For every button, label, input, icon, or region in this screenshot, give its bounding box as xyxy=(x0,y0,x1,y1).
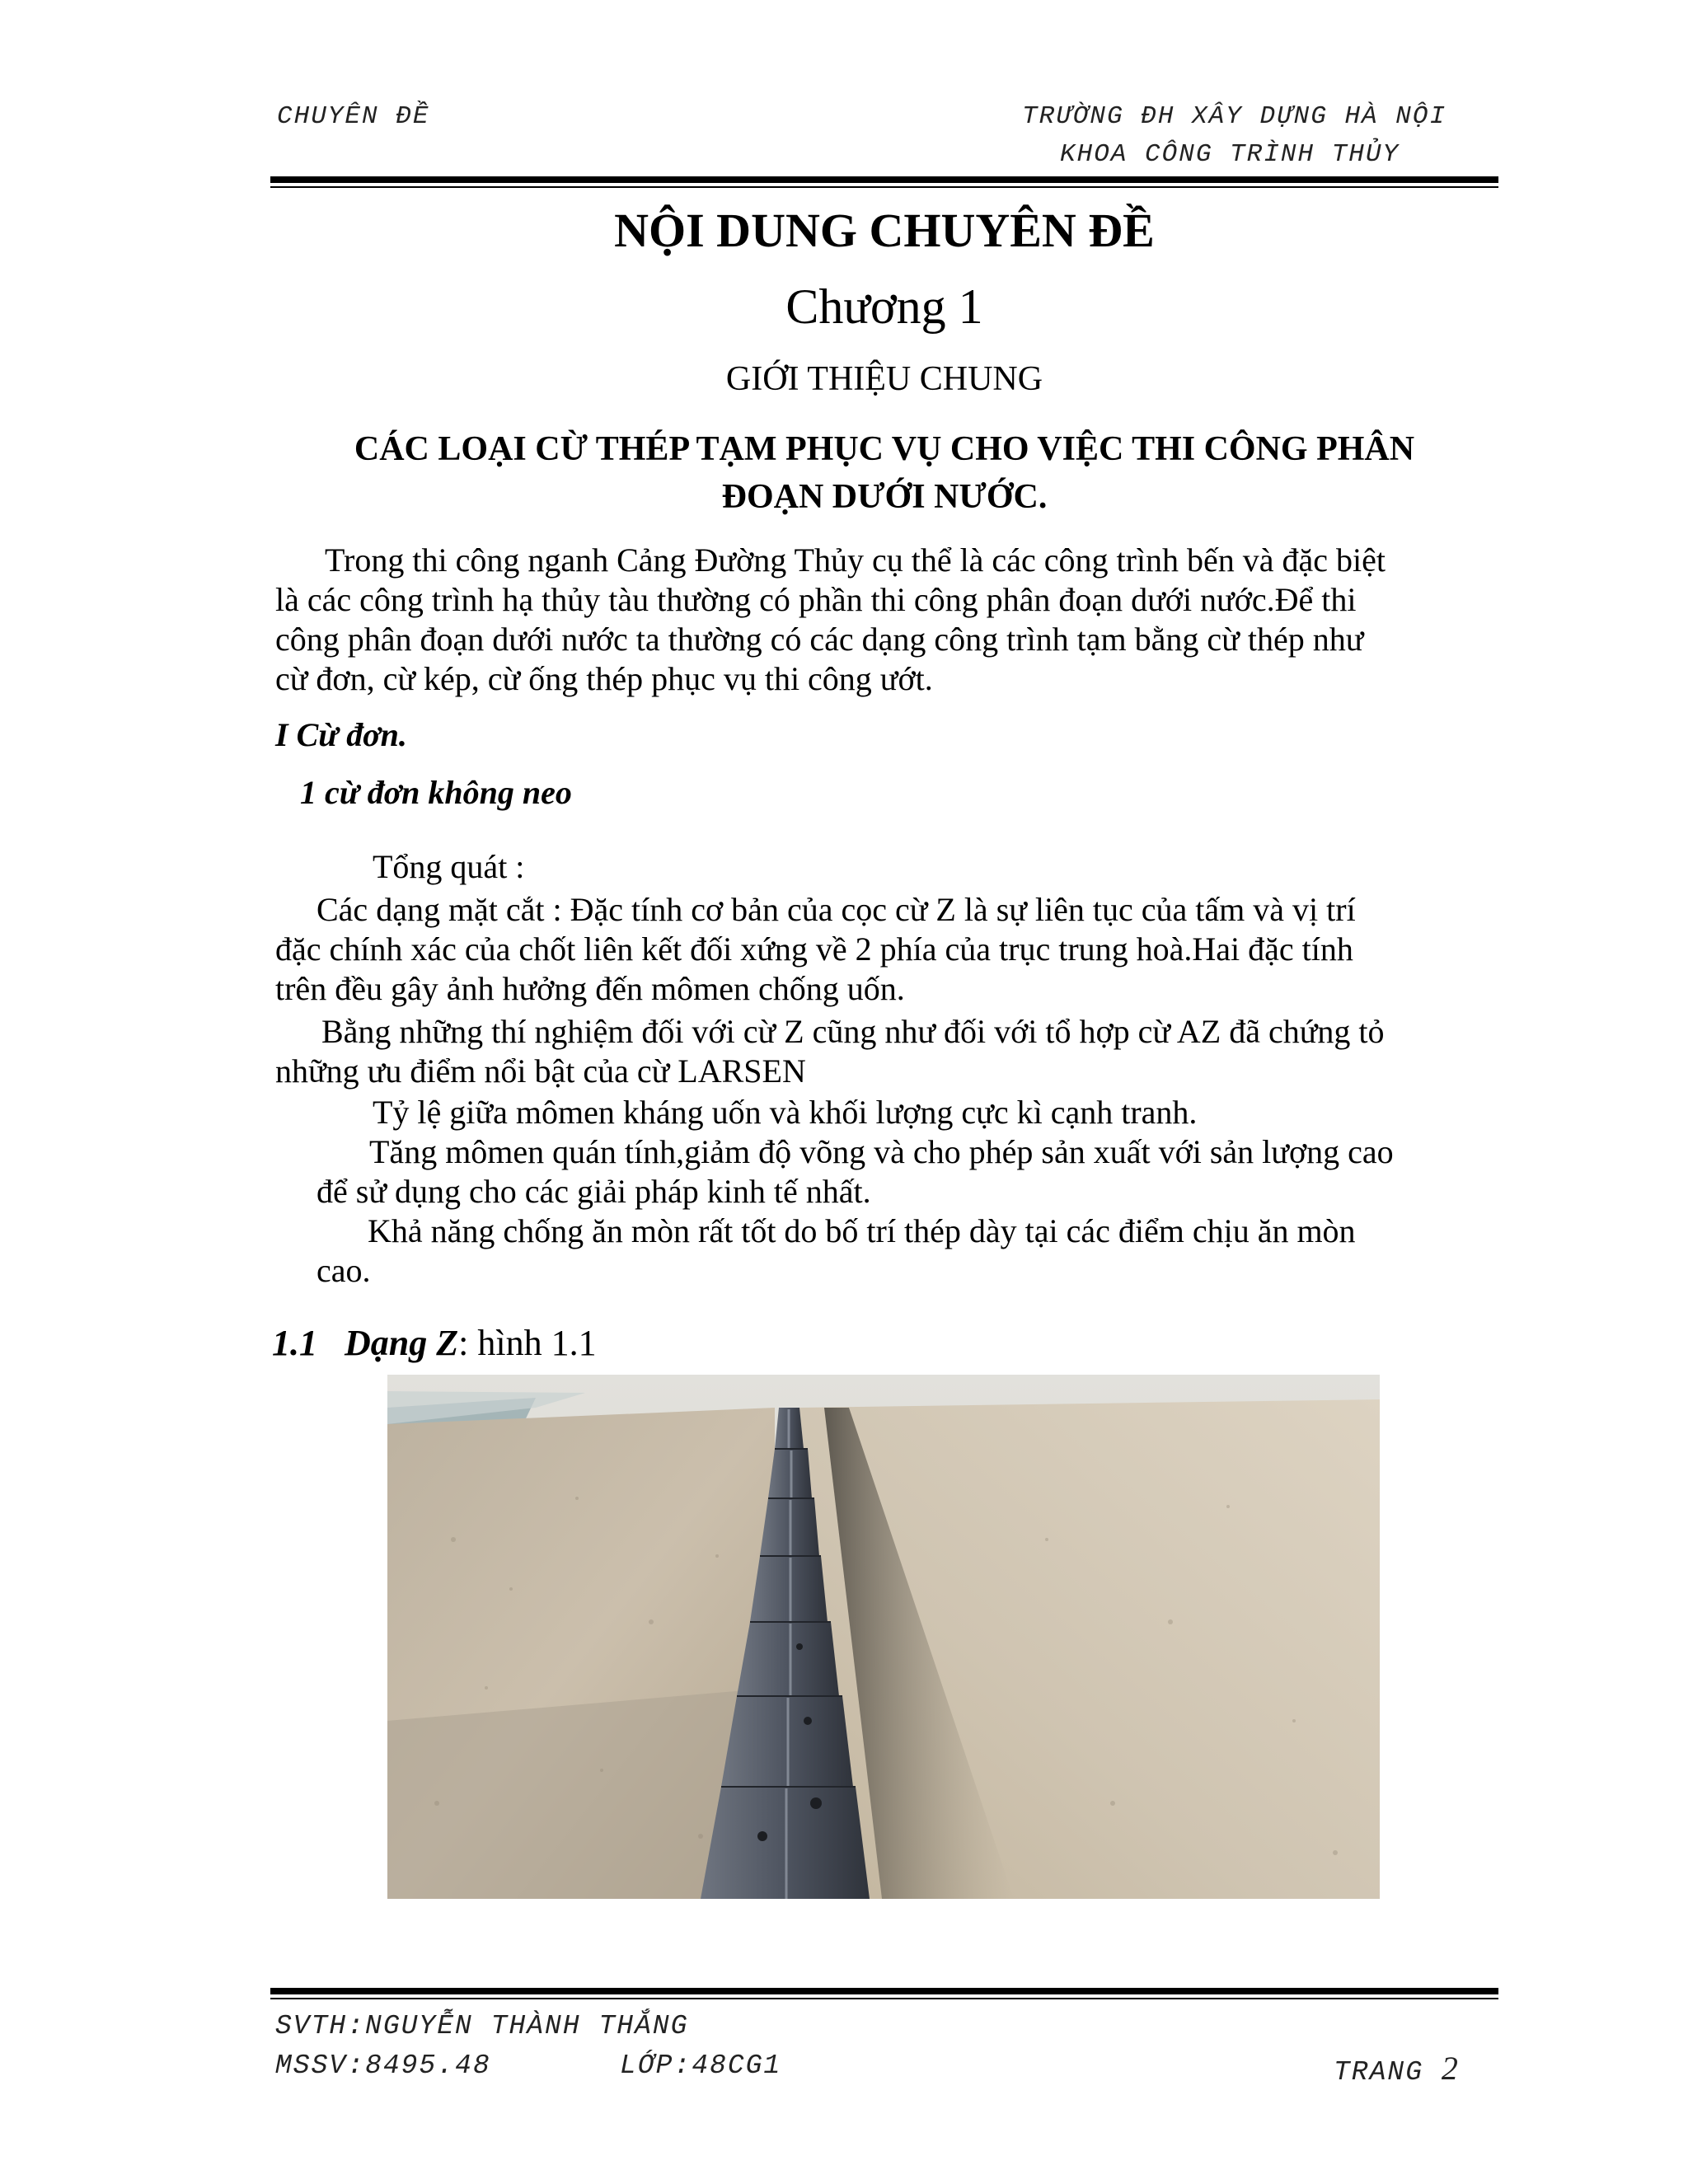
topic-title xyxy=(270,425,1498,521)
header-left: CHUYÊN ĐỀ xyxy=(277,102,430,131)
intro-line: cừ đơn, cừ kép, cừ ống thép phục vụ thi công ướt. xyxy=(275,660,933,697)
main-title: NỘI DUNG CHUYÊN ĐỀ xyxy=(614,204,1155,257)
topic-title-line1: CÁC LOẠI CỪ THÉP TẠM PHỤC VỤ CHO VIỆC THI CÔNG PHÂN xyxy=(354,430,1415,468)
intro-line: công phân đoạn dưới nước ta thường có các dạng công trình tạm bằng cừ thép như xyxy=(275,621,1364,658)
figure-type: Dạng Z xyxy=(345,1323,459,1363)
topic-title-line2: ĐOẠN DƯỚI NƯỚC. xyxy=(721,478,1048,516)
footer-rule-thin xyxy=(270,1998,1498,1999)
footer-rule-thick xyxy=(270,1988,1498,1994)
page-number: 2 xyxy=(1441,2050,1458,2087)
intro-paragraph xyxy=(275,541,1495,699)
figure-label xyxy=(272,1322,597,1364)
tests-line: những ưu điểm nổi bật của cừ LARSEN xyxy=(275,1052,806,1090)
sheet-pile-illustration xyxy=(387,1375,1380,1899)
section-heading: I Cừ đơn. xyxy=(275,716,407,753)
overview-label: Tổng quát : xyxy=(373,848,525,885)
footer-page xyxy=(1334,2049,1458,2088)
figure-number: 1.1 xyxy=(272,1323,317,1363)
header-rule-thin xyxy=(270,186,1498,188)
chapter-heading: Chương 1 xyxy=(785,279,983,334)
intro-line: Trong thi công nganh Cảng Đường Thủy cụ thể là các công trình bến và đặc biệt xyxy=(325,541,1386,579)
sections-line: đặc chính xác của chốt liên kết đối xứng về 2 phía của trục trung hoà.Hai đặc tính xyxy=(275,930,1353,968)
tests-paragraph xyxy=(275,1012,1495,1091)
inertia-line: để sử dụng cho các giải pháp kinh tế nhất. xyxy=(316,1173,871,1210)
header-university: TRƯỜNG ĐH XÂY DỰNG HÀ NỘI xyxy=(1022,102,1447,131)
corrosion-paragraph xyxy=(316,1212,1495,1291)
header-rule-thick xyxy=(270,176,1498,183)
intro-heading: GIỚI THIỆU CHUNG xyxy=(725,360,1043,398)
footer-student: SVTH:NGUYỄN THÀNH THẮNG xyxy=(275,2011,689,2041)
intro-line: là các công trình hạ thủy tàu thường có phần thi công phân đoạn dưới nước.Để thi xyxy=(275,581,1357,618)
corrosion-line: Khả năng chống ăn mòn rất tốt do bố trí thép dày tại các điểm chịu ăn mòn xyxy=(368,1212,1356,1249)
sheet-pile-photo xyxy=(387,1375,1380,1899)
footer-mssv: MSSV:8495.48 xyxy=(275,2050,491,2081)
inertia-paragraph xyxy=(316,1132,1495,1212)
header-faculty: KHOA CÔNG TRÌNH THỦY xyxy=(1060,140,1400,169)
sections-line: trên đều gây ảnh hưởng đến mômen chống uốn. xyxy=(275,970,905,1007)
corrosion-line: cao. xyxy=(316,1252,371,1289)
footer-class: LỚP:48CG1 xyxy=(620,2050,782,2081)
tests-line: Bằng những thí nghiệm đối với cừ Z cũng như đối với tổ hợp cừ AZ đã chứng tỏ xyxy=(321,1013,1385,1050)
page-label: TRANG xyxy=(1334,2057,1424,2088)
figure-ref: : hình 1.1 xyxy=(458,1323,597,1363)
subsection-heading: 1 cừ đơn không neo xyxy=(300,774,572,811)
sections-line: Các dạng mặt cắt : Đặc tính cơ bản của cọc cừ Z là sự liên tục của tấm và vị trí xyxy=(316,891,1356,928)
inertia-line: Tăng mômen quán tính,giảm độ võng và cho phép sản xuất với sản lượng cao xyxy=(369,1133,1394,1170)
sections-paragraph xyxy=(275,890,1495,1009)
ratio-line: Tỷ lệ giữa mômen kháng uốn và khối lượng cực kì cạnh tranh. xyxy=(373,1094,1198,1131)
